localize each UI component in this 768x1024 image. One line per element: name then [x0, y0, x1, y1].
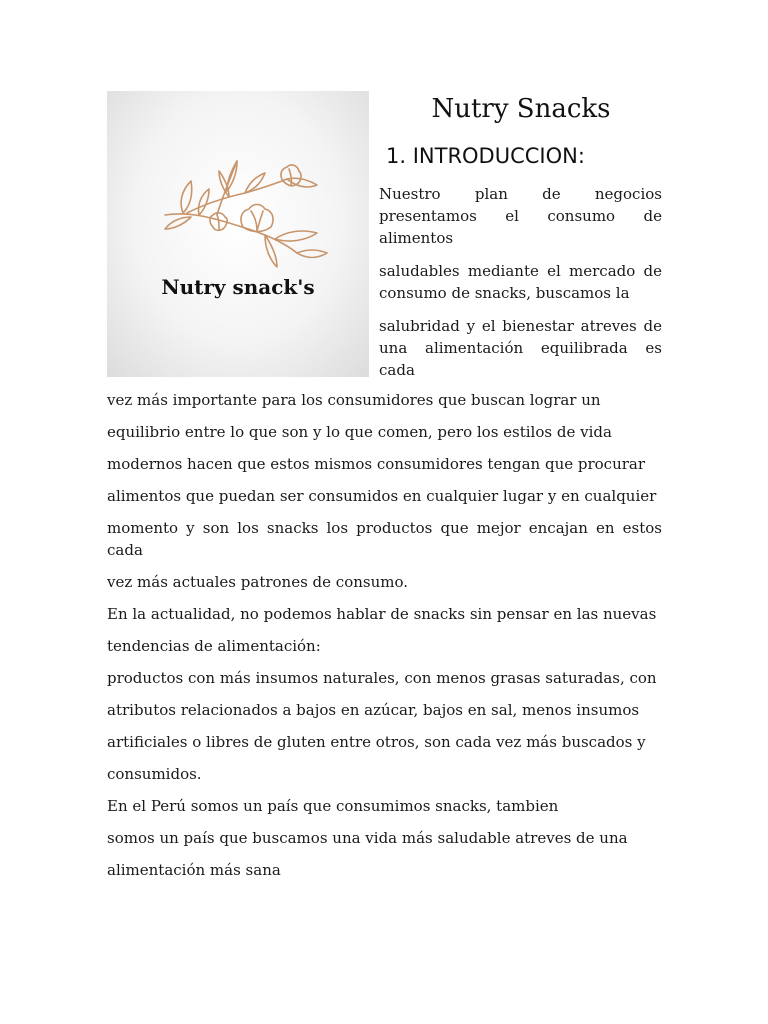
paragraph: modernos hacen que estos mismos consumidores tengan que procurar [107, 455, 646, 473]
paragraph: artificiales o libres de gluten entre otros, son cada vez más buscados y [107, 733, 646, 751]
paragraph: vez más importante para los consumidores que buscan lograr un [107, 391, 601, 409]
paragraph: En el Perú somos un país que consumimos snacks, tambien [107, 797, 559, 815]
logo-image [107, 91, 369, 377]
paragraph: alimentación más sana [107, 861, 281, 879]
paragraph: consumidos. [107, 765, 202, 783]
paragraph: Nuestro plan de negocios presentamos el consumo de alimentos [379, 185, 662, 247]
paragraph: alimentos que puedan ser consumidos en cualquier lugar y en cualquier [107, 487, 657, 505]
paragraph: somos un país que buscamos una vida más saludable atreves de una [107, 829, 628, 847]
paragraph: salubridad y el bienestar atreves de una alimentación equilibrada es cada [379, 317, 662, 379]
paragraph: momento y son los snacks los productos que mejor encajan en estos cada [107, 519, 662, 559]
side-column [379, 183, 662, 392]
paragraph: atributos relacionados a bajos en azúcar, bajos en sal, menos insumos [107, 701, 640, 719]
paragraph: tendencias de alimentación: [107, 637, 321, 655]
logo-text: Nutry snack's [161, 275, 315, 299]
floral-branch-icon [147, 153, 337, 273]
main-column [107, 389, 662, 891]
document-title: Nutry Snacks [431, 94, 611, 124]
paragraph: En la actualidad, no podemos hablar de snacks sin pensar en las nuevas [107, 605, 657, 623]
paragraph: saludables mediante el mercado de consumo de snacks, buscamos la [379, 262, 662, 302]
paragraph: equilibrio entre lo que son y lo que comen, pero los estilos de vida [107, 423, 612, 441]
paragraph: vez más actuales patrones de consumo. [107, 573, 409, 591]
section-heading: 1. INTRODUCCION: [386, 144, 585, 168]
paragraph: productos con más insumos naturales, con menos grasas saturadas, con [107, 669, 657, 687]
